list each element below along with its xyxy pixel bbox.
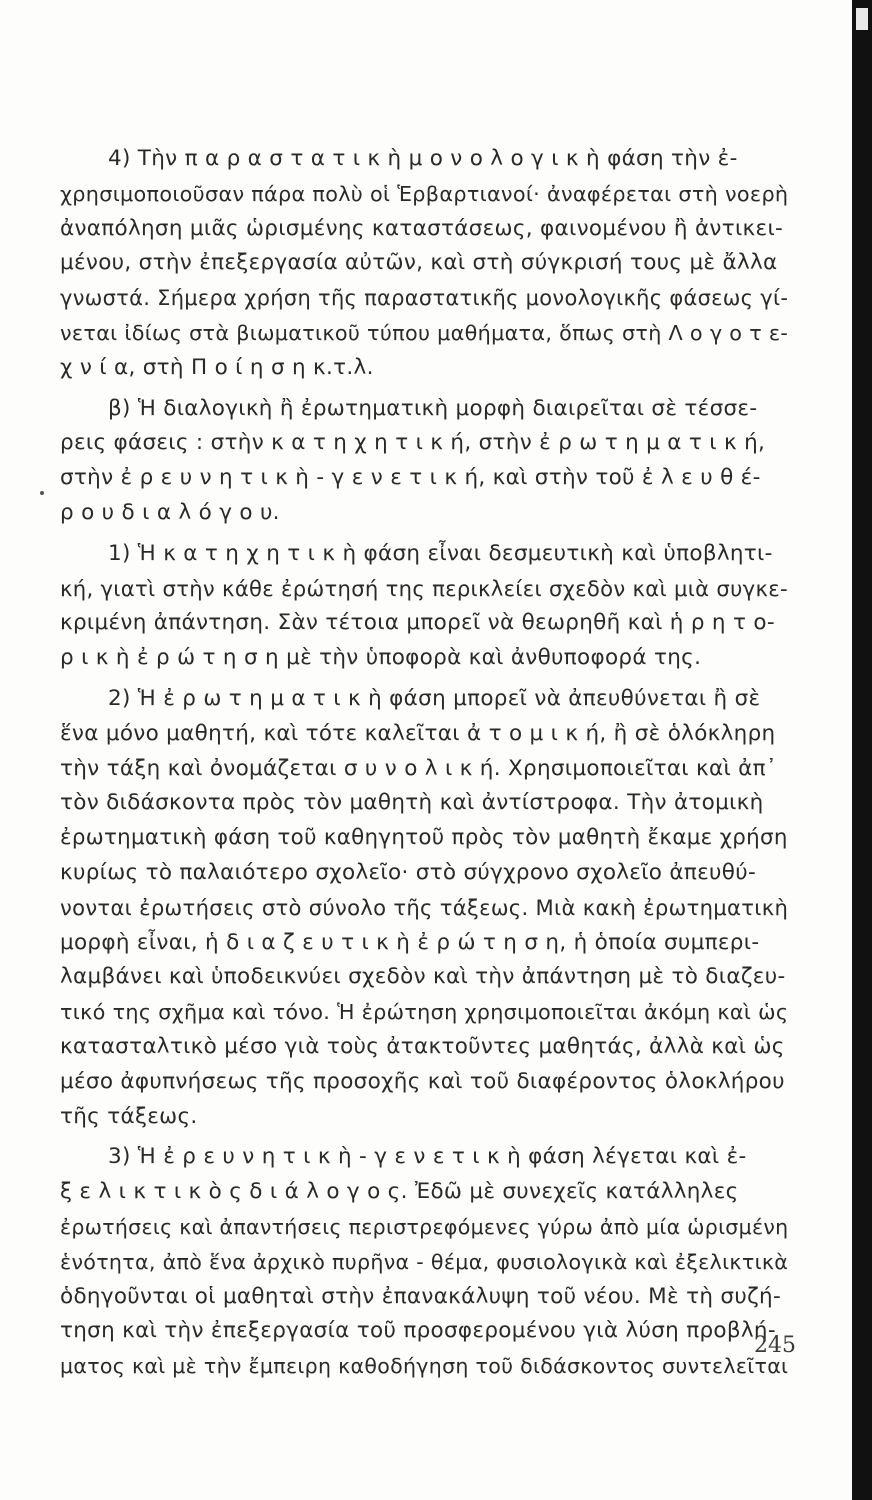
text-line: ἀναπόληση μιᾶς ὡρισμένης καταστάσεως, φαινομένου ἢ ἀντικει- [60,215,784,241]
paragraph-b-dialogic [60,392,788,531]
text-line: τὴν τάξη καὶ ὀνομάζεται σ υ ν ο λ ι κ ή. Χρησιμοποιεῖται καὶ ἀπ᾿ [60,755,777,781]
scan-edge-notch [856,8,868,30]
text-line: τῆς τάξεως. [60,1103,198,1129]
text-line: νεται ἰδίως στὰ βιωματικοῦ τύπου μαθήματα, ὅπως στὴ Λ ο γ ο τ ε- [60,320,789,345]
text-line: ματος καὶ μὲ τὴν ἔμπειρη καθοδήγηση τοῦ διδάσκοντος συντελεῖται [60,1354,789,1379]
text-line: κατασταλτικὸ μέσο γιὰ τοὺς ἀτακτοῦντες μαθητάς, ἀλλὰ καὶ ὡς [60,1033,785,1059]
text-line: κριμένη ἀπάντηση. Σὰν τέτοια μπορεῖ νὰ θεωρηθῆ καὶ ἡ ρ η τ ο- [60,610,775,636]
paragraph-2-interrogative [60,682,788,1134]
text-line: μέσο ἀφυπνήσεως τῆς προσοχῆς καὶ τοῦ διαφέροντος ὁλοκλήρου [60,1068,785,1094]
text-line: μορφὴ εἶναι, ἡ δ ι α ζ ε υ τ ι κ ὴ ἐ ρ ώ τ η σ η, ἡ ὁποία συμπερι- [60,929,760,955]
text-line: νονται ἐρωτήσεις στὸ σύνολο τῆς τάξεως. Μιὰ κακὴ ἐρωτηματικὴ [60,894,789,920]
text-line: ρ ο υ δ ι α λ ό γ ο υ. [60,499,280,525]
text-line: λαμβάνει καὶ ὑποδεικνύει σχεδὸν καὶ τὴν ἀπάντηση μὲ τὸ διαζευ- [60,964,786,990]
text-line: ξ ε λ ι κ τ ι κ ὸ ς δ ι ά λ ο γ ο ς. Ἐδῶ μὲ συνεχεῖς κατάλληλες [60,1179,739,1205]
text-line: β) Ἡ διαλογικὴ ἢ ἐρωτηματικὴ μορφὴ διαιρεῖται σὲ τέσσε- [108,395,758,421]
margin-mark [40,491,44,495]
text-line: γνωστά. Σήμερα χρήση τῆς παραστατικῆς μονολογικῆς φάσεως γί- [60,286,789,311]
text-line: ρ ι κ ὴ ἐ ρ ώ τ η σ η μὲ τὴν ὑποφορὰ καὶ ἀνθυποφορά της. [60,645,702,671]
text-line: 4) Τὴν π α ρ α σ τ α τ ι κ ὴ μ ο ν ο λ ο γ ι κ ὴ φάση τὴν ἐ- [108,146,738,171]
text-line: τὸν διδάσκοντα πρὸς τὸν μαθητὴ καὶ ἀντίστροφα. Τὴν ἀτομικὴ [60,790,764,816]
scan-edge [852,0,872,1500]
text-line: στὴν ἐ ρ ε υ ν η τ ι κ ὴ - γ ε ν ε τ ι κ ή, καὶ στὴν τοῦ ἐ λ ε υ θ έ- [60,465,761,491]
text-line: ρεις φάσεις : στὴν κ α τ η χ η τ ι κ ή, στὴν ἐ ρ ω τ η μ α τ ι κ ή, [60,430,766,456]
text-line: ἕνα μόνο μαθητή, καὶ τότε καλεῖται ἀ τ ο μ ι κ ή, ἢ σὲ ὁλόκληρη [60,720,776,746]
paragraph-4-representational [60,142,788,386]
paragraph-1-catechetical [60,537,788,676]
text-line: κή, γιατὶ στὴν κάθε ἐρώτησή της περικλείει σχεδὸν καὶ μιὰ συγκε- [60,575,788,601]
text-line: ὁδηγοῦνται οἱ μαθηταὶ στὴν ἐπανακάλυψη τοῦ νέου. Μὲ τὴ συζή- [60,1283,782,1309]
text-line: χ ν ί α, στὴ Π ο ί η σ η κ.τ.λ. [60,354,374,380]
text-line: ἑνότητα, ἀπὸ ἕνα ἀρχικὸ πυρῆνα - θέμα, φυσιολογικὰ καὶ ἐξελικτικὰ [60,1249,789,1274]
text-line: ἐρωτήσεις καὶ ἀπαντήσεις περιστρεφόμενες γύρω ἀπὸ μία ὡρισμένη [60,1214,789,1239]
page-number: 245 [754,1333,796,1358]
text-line: 3) Ἡ ἐ ρ ε υ ν η τ ι κ ὴ - γ ε ν ε τ ι κ ὴ φάση λέγεται καὶ ἐ- [108,1144,747,1170]
paragraph-3-investigative [60,1140,788,1384]
body-text [60,142,788,1384]
text-line: χρησιμοποιοῦσαν πάρα πολὺ οἱ Ἑρβαρτιανοί· ἀναφέρεται στὴ νοερὴ [60,181,789,206]
text-line: τικό της σχῆμα καὶ τόνο. Ἡ ἐρώτηση χρησιμοποιεῖται ἀκόμη καὶ ὡς [60,1000,789,1025]
text-line: 2) Ἡ ἐ ρ ω τ η μ α τ ι κ ὴ φάση μπορεῖ νὰ ἀπευθύνεται ἢ σὲ [108,685,761,711]
text-line: τηση καὶ τὴν ἐπεξεργασία τοῦ προσφερομένου γιὰ λύση προβλή- [60,1318,776,1344]
text-line: ἐρωτηματικὴ φάση τοῦ καθηγητοῦ πρὸς τὸν μαθητὴ ἔκαμε χρήση [60,825,788,851]
text-line: μένου, στὴν ἐπεξεργασία αὐτῶν, καὶ στὴ σύγκρισή τους μὲ ἄλλα [60,250,778,276]
text-line: 1) Ἡ κ α τ η χ η τ ι κ ὴ φάση εἶναι δεσμευτικὴ καὶ ὑποβλητι- [108,540,773,566]
text-line: κυρίως τὸ παλαιότερο σχολεῖο· στὸ σύγχρονο σχολεῖο ἀπευθύ- [60,859,757,885]
